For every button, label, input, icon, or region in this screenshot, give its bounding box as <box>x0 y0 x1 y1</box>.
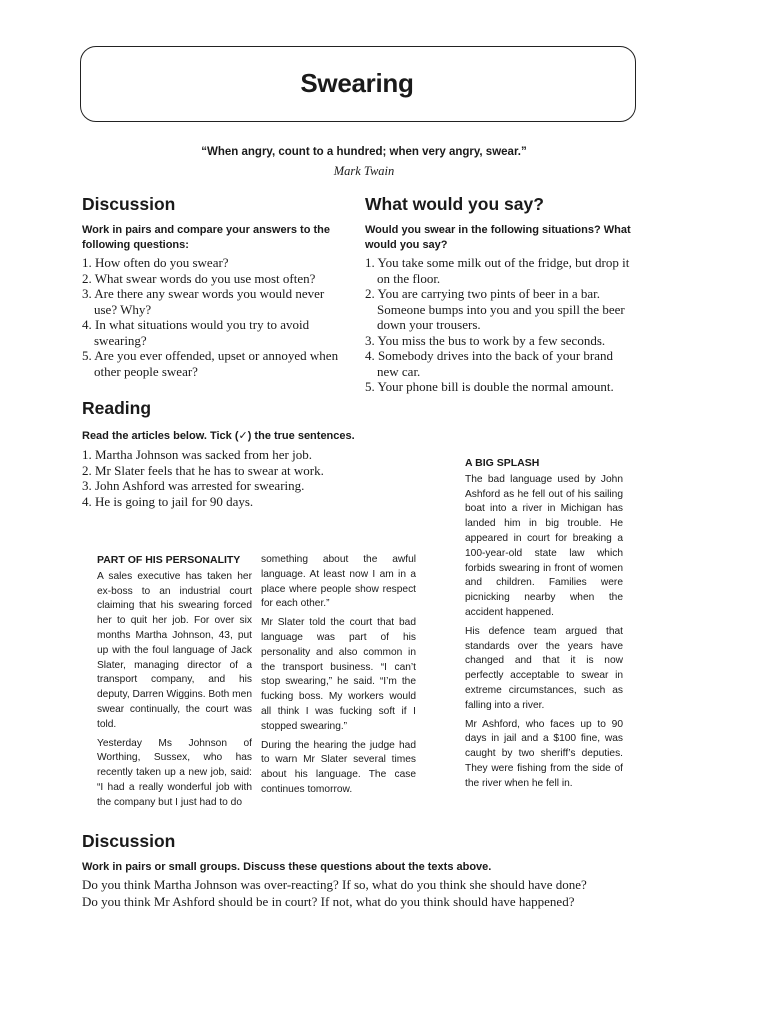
list-item: Do you think Martha Johnson was over-reacting? If so, what do you think she should have done? <box>82 877 587 892</box>
article-title: A BIG SPLASH <box>465 457 540 469</box>
quote-author: Mark Twain <box>333 164 395 178</box>
list-item: 1. You take some milk out of the fridge, but drop it on the floor. <box>365 255 630 286</box>
article-paragraph: something about the awful language. At least now I am in a place where people show respect for each other.” <box>261 554 416 610</box>
article-paragraph: During the hearing the judge had to warn Mr Slater several times about his language. The case continues tomorrow. <box>261 739 416 795</box>
quote: “When angry, count to a hundred; when very angry, swear.” <box>201 146 527 158</box>
list-item: 5. Are you ever offended, upset or annoyed when other people swear? <box>82 348 339 379</box>
discussion2-instruction: Work in pairs or small groups. Discuss these questions about the texts above. <box>82 861 492 873</box>
reading-heading: Reading <box>82 398 152 418</box>
list-item: 4. He is going to jail for 90 days. <box>82 493 254 509</box>
article-title: PART OF HIS PERSONALITY <box>97 554 241 566</box>
list-item: 4. Somebody drives into the back of your brand new car. <box>365 348 614 379</box>
article-part-of-his-personality-col1 <box>97 553 252 815</box>
article-a-big-splash <box>465 456 623 796</box>
what-would-you-say-heading: What would you say? <box>365 194 544 214</box>
article-paragraph: Mr Ashford, who faces up to 90 days in jail and a $100 fine, was caught by two sheriff’s deputies. They were fishing from the side of the river when he fell in. <box>465 718 623 789</box>
what-would-you-say-instruction: Would you swear in the following situations? What would you say? <box>365 224 631 251</box>
discussion-questions <box>82 255 350 379</box>
discussion-instruction: Work in pairs and compare your answers to the following questions: <box>82 224 330 251</box>
article-paragraph: Yesterday Ms Johnson of Worthing, Sussex, who has recently taken up a new job, said: “I had a really wonderful job with the company but I just had to do <box>97 737 252 808</box>
list-item: 4. In what situations would you try to avoid swearing? <box>82 317 310 348</box>
discussion-heading: Discussion <box>82 194 176 214</box>
reading-instruction: Read the articles below. Tick (✓) the true sentences. <box>82 430 355 442</box>
reading-statements <box>82 447 402 509</box>
article-paragraph: A sales executive has taken her ex-boss to an industrial court claiming that his swearing forced her to quit her job. For over six months Martha Johnson, 43, put up with the foul language of Jack Slater, managing director of a transport company, and his deputy, Darren Wiggins. Both men swear continually, the court was told. <box>97 570 252 730</box>
discussion2-heading: Discussion <box>82 831 176 851</box>
list-item: 2. Mr Slater feels that he has to swear at work. <box>82 462 324 478</box>
situations-list <box>365 255 633 395</box>
discussion2-questions <box>82 876 682 910</box>
list-item: 1. Martha Johnson was sacked from her job. <box>82 447 312 462</box>
list-item: 3. John Ashford was arrested for swearing. <box>82 478 305 493</box>
article-paragraph: The bad language used by John Ashford as he fell out of his sailing boat into a river in Michigan has landed him in big trouble. He appeared in court for breaking a 100-year-old state law which forbids swearing in front of women and children. Families were picnicking nearby when the accident happened. <box>465 473 623 618</box>
article-part-of-his-personality-col2 <box>261 553 416 802</box>
list-item: 5. Your phone bill is double the normal amount. <box>365 379 614 394</box>
list-item: Do you think Mr Ashford should be in court? If not, what do you think should have happened? <box>82 894 575 909</box>
list-item: 3. You miss the bus to work by a few seconds. <box>365 332 606 348</box>
list-item: 3. Are there any swear words you would never use? Why? <box>82 286 325 317</box>
article-paragraph: Mr Slater told the court that bad language was part of his personality and also common in the transport business. “I can’t stop swearing,” he said. “I’m the fucking boss. My workers would all think I was fucking soft if I stopped swearing.” <box>261 617 416 732</box>
list-item: 1. How often do you swear? <box>82 255 229 270</box>
page-title: Swearing <box>300 68 414 98</box>
article-paragraph: His defence team argued that standards over the years have changed and that it is now perfectly acceptable to swear in extreme circumstances, such as falling into a river. <box>465 625 623 711</box>
list-item: 2. You are carrying two pints of beer in a bar. Someone bumps into you and you spill the beer down your trousers. <box>365 286 625 332</box>
list-item: 2. What swear words do you use most often? <box>82 270 316 286</box>
